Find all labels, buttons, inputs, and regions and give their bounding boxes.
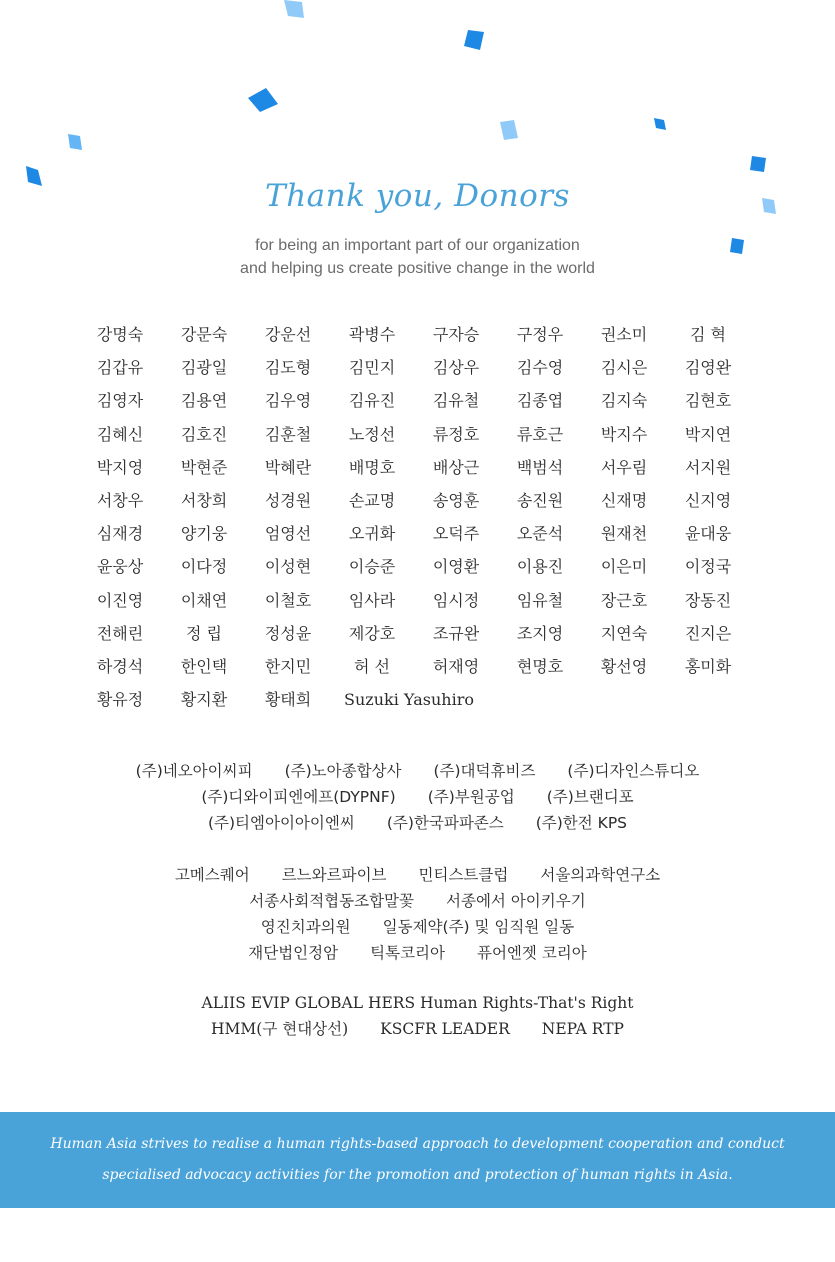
organizations-line: [0, 914, 835, 940]
donor-name: 오덕주: [432, 524, 480, 544]
donor-name: 황선영: [600, 656, 648, 676]
donor-name: 원재천: [600, 524, 648, 544]
donor-name: 강문숙: [180, 325, 228, 344]
donor-name: 구정우: [516, 325, 564, 344]
donor-name: 오준석: [516, 524, 564, 544]
donor-name: 송영훈: [432, 490, 480, 510]
donor-name: 윤웅상: [96, 557, 144, 577]
donor-name: 김용연: [180, 391, 228, 411]
donor-name: 허재영: [432, 656, 480, 676]
donor-name: 김영자: [96, 391, 144, 411]
donor-name: 황지환: [180, 690, 228, 710]
donor-name: 서창우: [96, 490, 144, 510]
donor-name: 이진영: [96, 590, 144, 610]
group-name: NEPA RTP: [541, 1020, 624, 1038]
donor-name: 구자승: [432, 325, 480, 344]
donor-name: 김혜신: [96, 424, 144, 444]
page-title: Thank you, Donors: [265, 178, 570, 214]
donor-name: 오귀화: [348, 524, 396, 544]
donor-name: 신재명: [600, 490, 648, 510]
donor-name: 김유진: [348, 391, 396, 411]
donor-name: 박현준: [180, 457, 228, 477]
donor-name: 김 혁: [690, 325, 726, 344]
donor-name: 윤대웅: [684, 524, 732, 544]
donor-name: 박혜란: [264, 457, 312, 477]
companie-name: (주)한국파파존스: [386, 814, 504, 832]
confetti-piece: [284, 0, 306, 20]
donor-name: 정 립: [186, 623, 222, 643]
donor-name: 정성윤: [264, 623, 312, 643]
group-name: KSCFR LEADER: [380, 1020, 510, 1038]
donor-name: 하경석: [96, 656, 144, 676]
donor-name: 김광일: [180, 358, 228, 378]
organization-name: 영진치과의원: [260, 918, 351, 936]
donor-name: 이채연: [180, 590, 228, 610]
organization-name: 틱톡코리아: [370, 944, 445, 962]
donor-name: 김도형: [264, 358, 312, 378]
organizations-line: [0, 862, 835, 888]
group-donors: [0, 990, 835, 1042]
donor-name: 손교명: [348, 490, 396, 510]
donor-name: Suzuki Yasuhiro: [344, 690, 474, 710]
donor-name: 장동진: [684, 590, 732, 610]
donor-name: 곽병수: [348, 325, 396, 344]
organization-donors: [0, 862, 835, 966]
donor-name: 김시은: [600, 358, 648, 378]
organization-name: 퓨어엔젯 코리아: [476, 944, 587, 962]
companies-line: [0, 810, 835, 836]
organizations-line: [0, 888, 835, 914]
companie-name: (주)브랜디포: [546, 788, 634, 806]
donor-name: 김종엽: [516, 391, 564, 411]
donor-name: 제강호: [348, 623, 396, 643]
donor-name: 조규완: [432, 623, 480, 643]
donor-name: 김호진: [180, 424, 228, 444]
donor-name: 임유철: [516, 590, 564, 610]
companie-name: (주)대덕휴비즈: [433, 762, 536, 780]
donor-name: 김상우: [432, 358, 480, 378]
mission-statement: [20, 1129, 815, 1191]
companie-name: (주)한전 KPS: [535, 814, 628, 832]
donor-name: 이용진: [516, 557, 564, 577]
confetti-piece: [248, 88, 280, 114]
organization-name: 르느와르파이브: [281, 866, 387, 884]
donor-name: 김훈철: [264, 424, 312, 444]
confetti-piece: [654, 118, 668, 132]
mission-banner: [0, 1112, 835, 1208]
donor-name: 김현호: [684, 391, 732, 411]
confetti-piece: [500, 120, 520, 142]
donor-name: 김유철: [432, 391, 480, 411]
donor-name: 양기웅: [180, 524, 228, 544]
donor-name: 배상근: [432, 457, 480, 477]
groups-line: [0, 990, 835, 1016]
donor-name: 류정호: [432, 424, 480, 444]
donor-name: 이영환: [432, 557, 480, 577]
page-subtitle: [0, 234, 835, 280]
donor-name: 황태희: [264, 690, 312, 710]
donor-name: 김수영: [516, 358, 564, 378]
donor-name: 송진원: [516, 490, 564, 510]
donor-name: 김갑유: [96, 358, 144, 378]
companies-line: [0, 784, 835, 810]
organization-name: 민티스트클럽: [418, 866, 509, 884]
donor-name: 노정선: [348, 424, 396, 444]
donor-name: 전해린: [96, 623, 144, 643]
donor-name: 조지영: [516, 623, 564, 643]
organization-name: 재단법인정암: [248, 944, 339, 962]
donor-name: 박지연: [684, 424, 732, 444]
subtitle-line: and helping us create positive change in the world: [240, 260, 595, 277]
donor-name: 홍미화: [684, 656, 732, 676]
donor-name: 류호근: [516, 424, 564, 444]
donor-name: 서우림: [600, 457, 648, 477]
donor-name: 백범석: [516, 457, 564, 477]
donor-name: 황유정: [96, 690, 144, 710]
companie-name: (주)노아종합상사: [284, 762, 402, 780]
organization-name: 일동제약(주) 및 임직원 일동: [382, 918, 575, 936]
organizations-line: [0, 940, 835, 966]
donor-name: 현명호: [516, 656, 564, 676]
companie-name: (주)디와이피엔에프(DYPNF): [201, 788, 396, 806]
donor-name: 이다정: [180, 557, 228, 577]
groups-line: [0, 1016, 835, 1042]
group-name: HMM(구 현대상선): [211, 1020, 349, 1038]
confetti-piece: [464, 30, 486, 52]
donor-name: 배명호: [348, 457, 396, 477]
donor-name: 한지민: [264, 656, 312, 676]
confetti-piece: [68, 134, 84, 152]
organization-name: 서울의과학연구소: [540, 866, 661, 884]
donor-name: 이철호: [264, 590, 312, 610]
donor-name: 이승준: [348, 557, 396, 577]
donor-name: 심재경: [96, 524, 144, 544]
donor-name: 임시정: [432, 590, 480, 610]
companie-name: (주)부원공업: [427, 788, 515, 806]
donor-name: 성경원: [264, 490, 312, 510]
donor-name: 김민지: [348, 358, 396, 378]
donor-name: 허 선: [354, 656, 390, 676]
company-donors: [0, 758, 835, 836]
donor-name: 서창희: [180, 490, 228, 510]
companie-name: (주)티엠아이아이엔씨: [207, 814, 355, 832]
donor-name: 서지원: [684, 457, 732, 477]
companie-name: (주)네오아이씨피: [135, 762, 253, 780]
donor-name: 강명숙: [96, 325, 144, 344]
organization-name: 서종에서 아이키우기: [446, 892, 586, 910]
donor-name: 김지숙: [600, 391, 648, 411]
donor-name: 엄영선: [264, 524, 312, 544]
confetti-piece: [750, 156, 768, 174]
donor-name: 박지영: [96, 457, 144, 477]
organization-name: 서종사회적협동조합말꽃: [249, 892, 415, 910]
donor-name: 강운선: [264, 325, 312, 344]
donor-name: 장근호: [600, 590, 648, 610]
donor-name: 김영완: [684, 358, 732, 378]
donor-name: 이성현: [264, 557, 312, 577]
donor-name: 이은미: [600, 557, 648, 577]
donor-name: 신지영: [684, 490, 732, 510]
donor-name: 진지은: [684, 623, 732, 643]
donor-names-grid: [78, 318, 750, 716]
donor-name: 임사라: [348, 590, 396, 610]
companie-name: (주)디자인스튜디오: [567, 762, 700, 780]
group-name: ALIIS EVIP GLOBAL HERS Human Rights-That's Right: [201, 994, 634, 1012]
companies-line: [0, 758, 835, 784]
donor-name: 박지수: [600, 424, 648, 444]
donor-name: 권소미: [600, 325, 648, 344]
donor-name: 지연숙: [600, 623, 648, 643]
donor-name: 한인택: [180, 656, 228, 676]
mission-line: Human Asia strives to realise a human rights-based approach to development cooperation and conduct: [50, 1136, 785, 1152]
mission-line: specialised advocacy activities for the promotion and protection of human rights in Asia.: [102, 1167, 733, 1183]
organization-name: 고메스퀘어: [174, 866, 250, 884]
subtitle-line: for being an important part of our organization: [255, 237, 580, 254]
donor-name: 이정국: [684, 557, 732, 577]
donor-name: 김우영: [264, 391, 312, 411]
